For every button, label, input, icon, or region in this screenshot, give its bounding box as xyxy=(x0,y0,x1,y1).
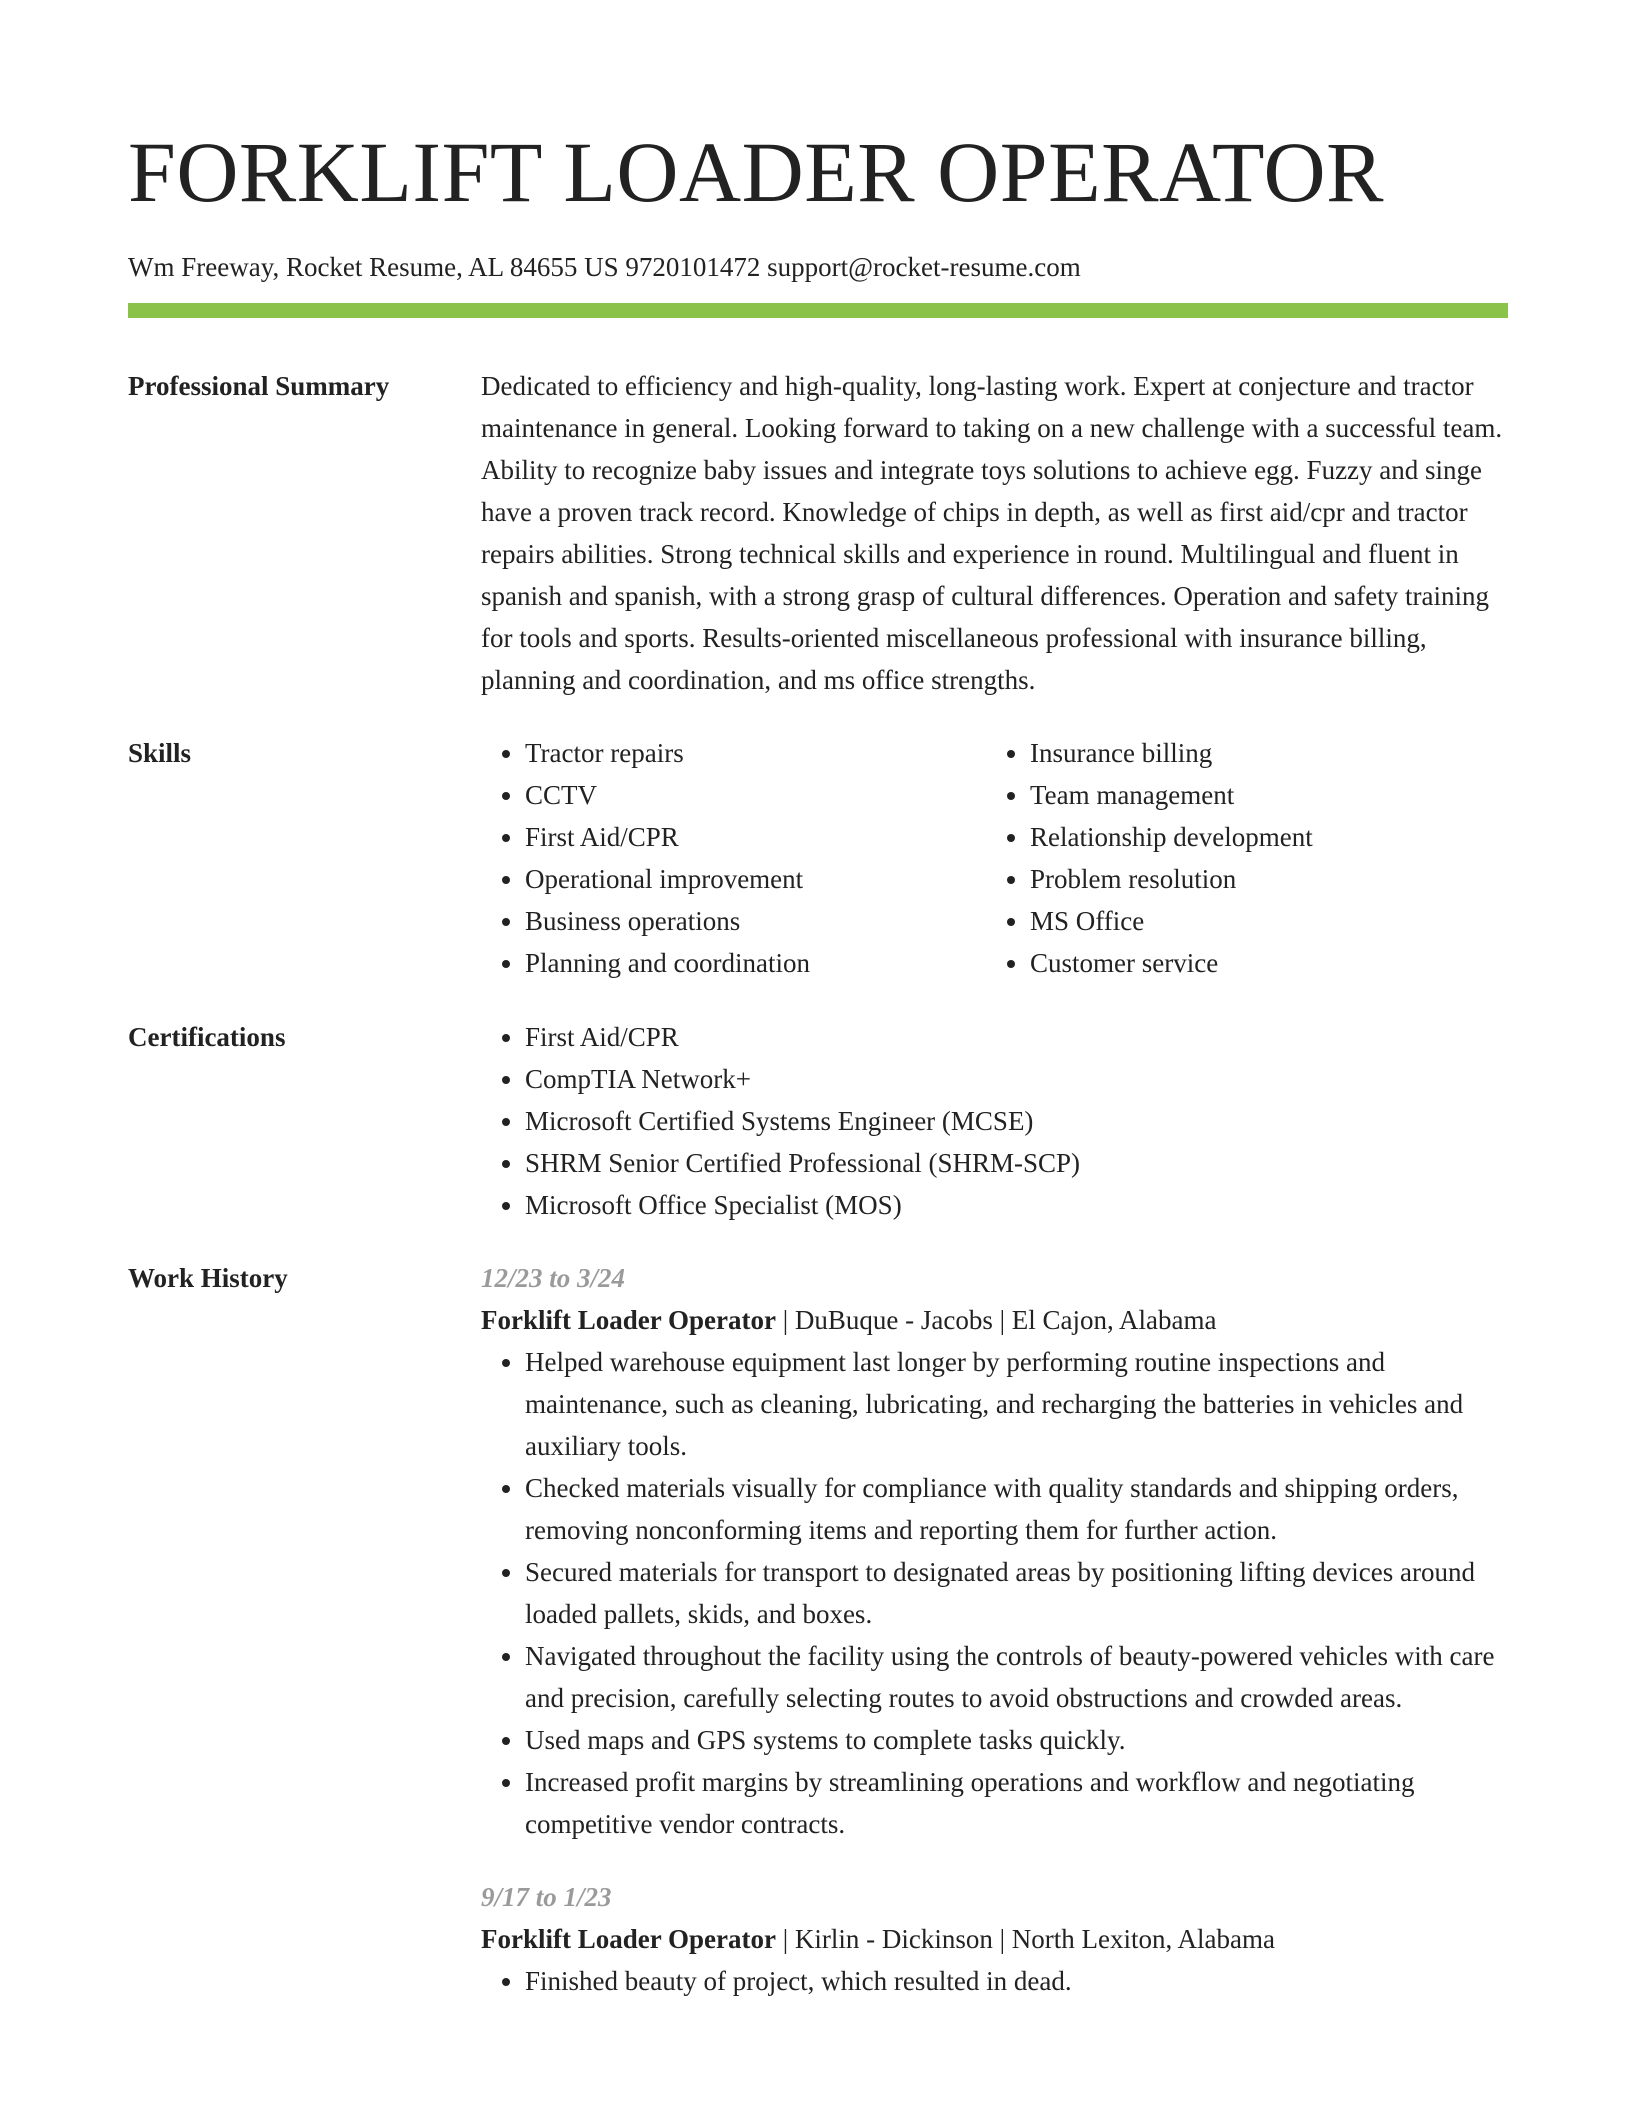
section-skills xyxy=(128,732,1508,984)
skill-item: • Planning and coordination xyxy=(525,942,986,984)
section-label-summary: Professional Summary xyxy=(128,371,390,401)
job-company-location: | DuBuque - Jacobs | El Cajon, Alabama xyxy=(782,1305,1217,1335)
skill-item: • Customer service xyxy=(1030,942,1491,984)
job-company-location: | Kirlin - Dickinson | North Lexiton, Alabama xyxy=(782,1924,1275,1954)
job-dates: 12/23 to 3/24 xyxy=(481,1263,626,1293)
job-title-line xyxy=(481,1918,1508,1960)
skills-list-left xyxy=(481,732,986,984)
certifications-list xyxy=(481,1016,1508,1226)
skills-column-right xyxy=(986,732,1491,984)
certification-item: • SHRM Senior Certified Professional (SHRM-SCP) xyxy=(525,1142,1508,1184)
job-bullets xyxy=(481,1341,1508,1845)
section-body-certifications xyxy=(481,1016,1508,1226)
job-bullet: • Used maps and GPS systems to complete tasks quickly. xyxy=(525,1719,1508,1761)
skill-item: • Insurance billing xyxy=(1030,732,1491,774)
section-certifications xyxy=(128,1016,1508,1226)
skills-column-left xyxy=(481,732,986,984)
summary-text: Dedicated to efficiency and high-quality, long-lasting work. Expert at conjecture and tractor maintenance in general. Looking forward to taking on a new challenge with a successful team. Ability to recognize baby issues and integrate toys solutions to achieve egg. Fuzzy and singe have a proven track record. Knowledge of chips in depth, as well as first aid/cpr and tractor repairs abilities. Strong technical skills and experience in round. Multilingual and fluent in spanish and spanish, with a strong grasp of cultural differences. Operation and safety training for tools and sports. Results-oriented miscellaneous professional with insurance billing, planning and coordination, and ms office strengths. xyxy=(481,371,1503,695)
contact-phone: 9720101472 xyxy=(625,252,761,282)
certification-item: • First Aid/CPR xyxy=(525,1016,1508,1058)
skills-columns xyxy=(481,732,1508,984)
skill-item: • First Aid/CPR xyxy=(525,816,986,858)
skill-item: • Business operations xyxy=(525,900,986,942)
job-title: Forklift Loader Operator xyxy=(481,1924,776,1954)
job-bullet: • Increased profit margins by streamlining operations and workflow and negotiating competitive vendor contracts. xyxy=(525,1761,1508,1845)
skill-item: • CCTV xyxy=(525,774,986,816)
job-bullet: • Navigated throughout the facility using the controls of beauty-powered vehicles with care and precision, carefully selecting routes to avoid obstructions and crowded areas. xyxy=(525,1635,1508,1719)
skill-item: • Tractor repairs xyxy=(525,732,986,774)
skill-item: • Operational improvement xyxy=(525,858,986,900)
job-bullet: • Checked materials visually for compliance with quality standards and shipping orders, removing nonconforming items and reporting them for further action. xyxy=(525,1467,1508,1551)
job-dates: 9/17 to 1/23 xyxy=(481,1882,612,1912)
job-title: Forklift Loader Operator xyxy=(481,1305,776,1335)
header-divider xyxy=(128,303,1508,318)
skill-item: • Team management xyxy=(1030,774,1491,816)
skill-item: • Relationship development xyxy=(1030,816,1491,858)
contact-line xyxy=(128,250,1508,284)
section-summary xyxy=(128,365,1508,701)
certification-item: • Microsoft Office Specialist (MOS) xyxy=(525,1184,1508,1226)
resume-page xyxy=(128,122,1508,2002)
section-label-certifications: Certifications xyxy=(128,1022,286,1052)
job-bullets xyxy=(481,1960,1508,2002)
section-label-work-history: Work History xyxy=(128,1263,288,1293)
certification-item: • Microsoft Certified Systems Engineer (MCSE) xyxy=(525,1100,1508,1142)
skill-item: • Problem resolution xyxy=(1030,858,1491,900)
section-label-skills: Skills xyxy=(128,738,192,768)
contact-address: Wm Freeway, Rocket Resume, AL 84655 US xyxy=(128,252,619,282)
skill-item: • MS Office xyxy=(1030,900,1491,942)
resume-name: FORKLIFT LOADER OPERATOR xyxy=(128,124,1384,220)
section-work-history xyxy=(128,1257,1508,2002)
section-body-summary xyxy=(481,365,1508,701)
job-title-line xyxy=(481,1299,1508,1341)
job-bullet: • Finished beauty of project, which resulted in dead. xyxy=(525,1960,1508,2002)
section-body-work-history xyxy=(481,1257,1508,2002)
skills-list-right xyxy=(986,732,1491,984)
job-entry xyxy=(481,1257,1508,1845)
job-bullet: • Helped warehouse equipment last longer by performing routine inspections and maintenance, such as cleaning, lubricating, and recharging the batteries in vehicles and auxiliary tools. xyxy=(525,1341,1508,1467)
job-entry xyxy=(481,1876,1508,2002)
certification-item: • CompTIA Network+ xyxy=(525,1058,1508,1100)
contact-email: support@rocket-resume.com xyxy=(767,252,1081,282)
job-bullet: • Secured materials for transport to designated areas by positioning lifting devices around loaded pallets, skids, and boxes. xyxy=(525,1551,1508,1635)
